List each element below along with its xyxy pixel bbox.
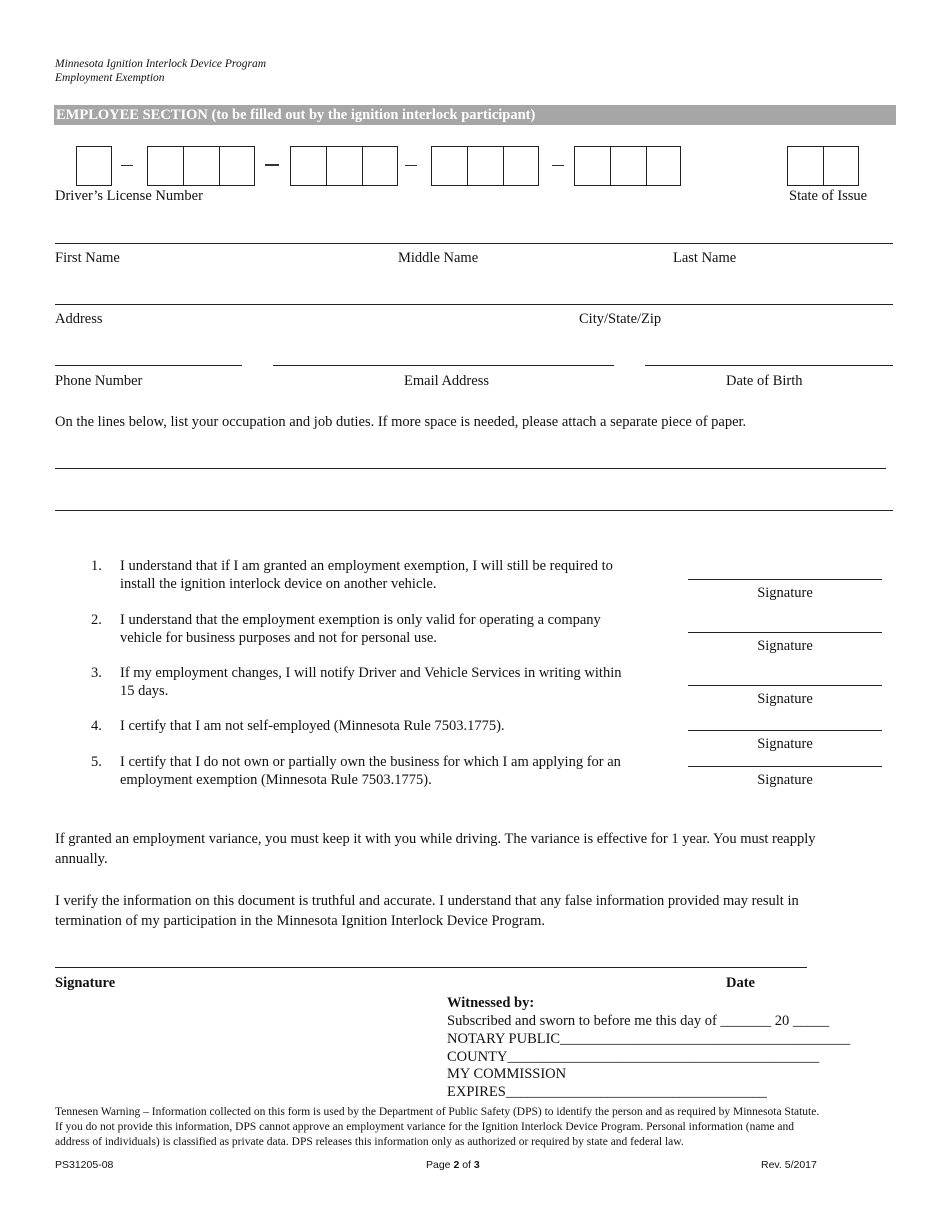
first-name-label: First Name — [55, 250, 120, 266]
statement-text: vehicle for business purposes and not for personal use. — [120, 630, 437, 646]
variance-text: annually. — [55, 851, 108, 867]
signature-label: Signature — [55, 975, 116, 991]
license-box-group-1[interactable] — [76, 146, 112, 186]
occupation-line-1[interactable] — [55, 468, 886, 469]
participant-signature-line[interactable] — [55, 967, 807, 968]
phone-input-line[interactable] — [55, 365, 242, 366]
license-box-group-3[interactable] — [290, 146, 398, 186]
city-state-zip-label: City/State/Zip — [579, 311, 662, 327]
license-dash — [121, 165, 133, 166]
statement-text: I understand that the employment exemption is only valid for operating a company — [120, 612, 601, 628]
statement-number: 4. — [91, 718, 102, 734]
statement-number: 3. — [91, 665, 102, 681]
middle-name-label: Middle Name — [398, 250, 479, 266]
statement-signature-line[interactable] — [688, 579, 882, 580]
statement-signature-label: Signature — [757, 585, 813, 601]
address-label: Address — [55, 311, 103, 327]
statement-signature-label: Signature — [757, 638, 813, 654]
state-of-issue-boxes[interactable] — [787, 146, 859, 186]
address-input-line[interactable] — [55, 304, 893, 305]
statement-signature-label: Signature — [757, 772, 813, 788]
name-input-line[interactable] — [55, 243, 893, 244]
occupation-line-2[interactable] — [55, 510, 893, 511]
verify-text: I verify the information on this document is truthful and accurate. I understand that any false information provided may result in — [55, 893, 799, 909]
phone-label: Phone Number — [55, 373, 143, 389]
section-title-bar: EMPLOYEE SECTION (to be filled out by the ignition interlock participant) — [54, 105, 896, 125]
tennesen-warning: If you do not provide this information, DPS cannot approve an employment variance for the Ignition Interlock Device Program. Personal information (name and — [55, 1121, 794, 1133]
statement-signature-label: Signature — [757, 691, 813, 707]
license-box-group-5[interactable] — [574, 146, 681, 186]
license-box-group-4[interactable] — [431, 146, 539, 186]
dob-input-line[interactable] — [645, 365, 893, 366]
license-dash — [265, 164, 279, 166]
license-dash — [405, 165, 417, 166]
tennesen-warning: Tennesen Warning – Information collected on this form is used by the Department of Public Safety (DPS) to identify the person and as required by Minnesota Statute. — [55, 1106, 820, 1118]
statement-signature-line[interactable] — [688, 685, 882, 686]
commission-label: MY COMMISSION — [447, 1066, 567, 1082]
variance-text: If granted an employment variance, you must keep it with you while driving. The variance is effective for 1 year. You must reapply — [55, 831, 816, 847]
statement-number: 5. — [91, 754, 102, 770]
statement-text: 15 days. — [120, 683, 169, 699]
email-label: Email Address — [404, 373, 489, 389]
statement-number: 1. — [91, 558, 102, 574]
occupation-instruction: On the lines below, list your occupation and job duties. If more space is needed, please attach a separate piece of paper. — [55, 414, 747, 430]
statement-text: I understand that if I am granted an employment exemption, I will still be required to — [120, 558, 613, 574]
date-label: Date — [726, 975, 755, 991]
license-label: Driver’s License Number — [55, 188, 203, 204]
statement-signature-line[interactable] — [688, 632, 882, 633]
witness-title: Witnessed by: — [447, 995, 535, 1011]
revision-date: Rev. 5/2017 — [761, 1159, 817, 1171]
statement-text: If my employment changes, I will notify Driver and Vehicle Services in writing within — [120, 665, 622, 681]
statement-text: employment exemption (Minnesota Rule 7503.1775). — [120, 772, 432, 788]
statement-signature-line[interactable] — [688, 730, 882, 731]
verify-text: termination of my participation in the Minnesota Ignition Interlock Device Program. — [55, 913, 546, 929]
email-input-line[interactable] — [273, 365, 614, 366]
license-box-group-2[interactable] — [147, 146, 255, 186]
program-title: Minnesota Ignition Interlock Device Program — [55, 58, 266, 70]
notary-public-line[interactable]: NOTARY PUBLIC________________________________________ — [447, 1031, 851, 1047]
statement-text: I certify that I do not own or partially own the business for which I am applying for an — [120, 754, 621, 770]
license-dash — [552, 165, 564, 166]
form-subtitle: Employment Exemption — [55, 72, 165, 84]
statement-number: 2. — [91, 612, 102, 628]
dob-label: Date of Birth — [726, 373, 803, 389]
state-label: State of Issue — [789, 188, 868, 204]
tennesen-warning: address of individuals) is classified as private data. DPS releases this information only as authorized or required by state and federal law. — [55, 1136, 684, 1148]
commission-expires-line[interactable]: EXPIRES____________________________________ — [447, 1084, 767, 1100]
last-name-label: Last Name — [673, 250, 737, 266]
page-number: Page 2 of 3 — [426, 1159, 480, 1171]
statement-text: I certify that I am not self-employed (Minnesota Rule 7503.1775). — [120, 718, 505, 734]
statement-signature-label: Signature — [757, 736, 813, 752]
statement-signature-line[interactable] — [688, 766, 882, 767]
form-id: PS31205-08 — [55, 1159, 114, 1171]
county-line[interactable]: COUNTY___________________________________________ — [447, 1049, 820, 1065]
statement-text: install the ignition interlock device on another vehicle. — [120, 576, 437, 592]
sworn-line[interactable]: Subscribed and sworn to before me this day of _______ 20 _____ — [447, 1013, 830, 1029]
